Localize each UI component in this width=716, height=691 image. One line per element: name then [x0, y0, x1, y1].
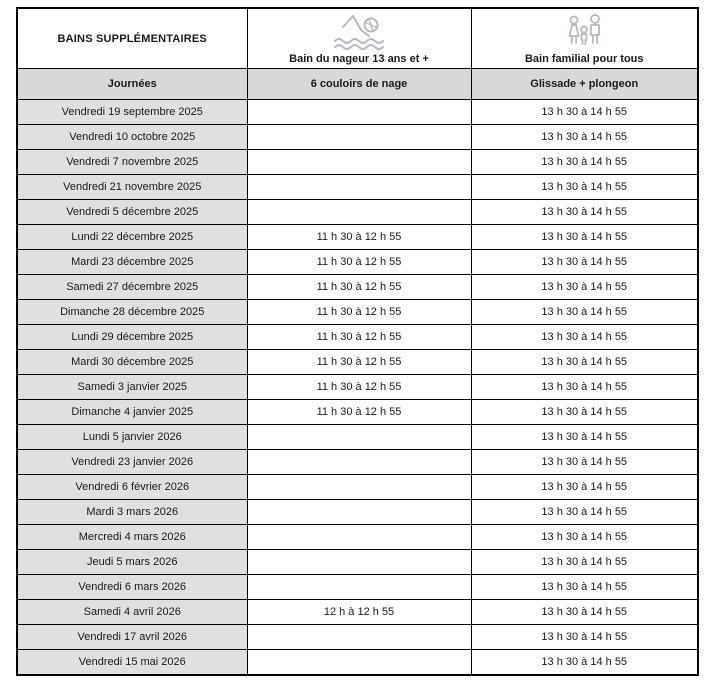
- row-swim-time: [247, 200, 471, 225]
- row-family-time: 13 h 30 à 14 h 55: [471, 625, 698, 650]
- row-swim-time: [247, 175, 471, 200]
- row-date: Samedi 27 décembre 2025: [17, 275, 247, 300]
- page-title: BAINS SUPPLÉMENTAIRES: [17, 8, 247, 69]
- table-row: [17, 475, 698, 500]
- row-swim-time: [247, 625, 471, 650]
- row-family-time: 13 h 30 à 14 h 55: [471, 475, 698, 500]
- row-swim-time: [247, 500, 471, 525]
- table-row: [17, 550, 698, 575]
- row-swim-time: 11 h 30 à 12 h 55: [247, 250, 471, 275]
- row-swim-time: [247, 525, 471, 550]
- table-row: [17, 300, 698, 325]
- table-row: [17, 375, 698, 400]
- row-family-time: 13 h 30 à 14 h 55: [471, 125, 698, 150]
- row-family-time: 13 h 30 à 14 h 55: [471, 500, 698, 525]
- family-column-label: Bain familial pour tous: [524, 53, 644, 65]
- row-family-time: 13 h 30 à 14 h 55: [471, 100, 698, 125]
- row-swim-time: [247, 650, 471, 676]
- row-date: Vendredi 21 novembre 2025: [17, 175, 247, 200]
- row-family-time: 13 h 30 à 14 h 55: [471, 650, 698, 676]
- table-row: [17, 350, 698, 375]
- row-swim-time: [247, 450, 471, 475]
- row-family-time: 13 h 30 à 14 h 55: [471, 250, 698, 275]
- row-swim-time: 11 h 30 à 12 h 55: [247, 300, 471, 325]
- column-header-row: [17, 69, 698, 100]
- family-icon: [564, 13, 604, 53]
- family-column-header: [471, 8, 698, 69]
- schedule-table: [16, 7, 699, 676]
- row-swim-time: [247, 150, 471, 175]
- row-family-time: 13 h 30 à 14 h 55: [471, 600, 698, 625]
- table-row: [17, 175, 698, 200]
- row-date: Vendredi 7 novembre 2025: [17, 150, 247, 175]
- table-row: [17, 450, 698, 475]
- row-family-time: 13 h 30 à 14 h 55: [471, 275, 698, 300]
- table-row: [17, 500, 698, 525]
- row-swim-time: [247, 425, 471, 450]
- table-row: [17, 250, 698, 275]
- table-row: [17, 225, 698, 250]
- row-family-time: 13 h 30 à 14 h 55: [471, 450, 698, 475]
- row-family-time: 13 h 30 à 14 h 55: [471, 175, 698, 200]
- row-swim-time: 11 h 30 à 12 h 55: [247, 275, 471, 300]
- row-date: Dimanche 28 décembre 2025: [17, 300, 247, 325]
- table-row: [17, 575, 698, 600]
- row-date: Vendredi 5 décembre 2025: [17, 200, 247, 225]
- row-swim-time: 11 h 30 à 12 h 55: [247, 375, 471, 400]
- swim-subheader: 6 couloirs de nage: [247, 69, 471, 100]
- icon-header-row: [17, 8, 698, 69]
- swimmer-icon: [331, 13, 387, 53]
- table-row: [17, 275, 698, 300]
- row-date: Lundi 22 décembre 2025: [17, 225, 247, 250]
- swim-column-label: Bain du nageur 13 ans et +: [289, 53, 429, 65]
- days-header: Journées: [17, 69, 247, 100]
- family-subheader: Glissade + plongeon: [471, 69, 698, 100]
- row-date: Samedi 3 janvier 2025: [17, 375, 247, 400]
- swim-column-header: [247, 8, 471, 69]
- row-date: Samedi 4 avril 2026: [17, 600, 247, 625]
- row-date: Mardi 30 décembre 2025: [17, 350, 247, 375]
- row-date: Vendredi 17 avril 2026: [17, 625, 247, 650]
- row-family-time: 13 h 30 à 14 h 55: [471, 350, 698, 375]
- row-date: Lundi 5 janvier 2026: [17, 425, 247, 450]
- row-date: Mardi 3 mars 2026: [17, 500, 247, 525]
- row-swim-time: 12 h à 12 h 55: [247, 600, 471, 625]
- row-date: Vendredi 15 mai 2026: [17, 650, 247, 676]
- row-date: Vendredi 6 mars 2026: [17, 575, 247, 600]
- table-row: [17, 650, 698, 676]
- row-date: Mercredi 4 mars 2026: [17, 525, 247, 550]
- table-row: [17, 600, 698, 625]
- table-row: [17, 625, 698, 650]
- row-date: Jeudi 5 mars 2026: [17, 550, 247, 575]
- row-swim-time: 11 h 30 à 12 h 55: [247, 400, 471, 425]
- row-family-time: 13 h 30 à 14 h 55: [471, 425, 698, 450]
- row-swim-time: 11 h 30 à 12 h 55: [247, 325, 471, 350]
- row-date: Vendredi 6 février 2026: [17, 475, 247, 500]
- row-family-time: 13 h 30 à 14 h 55: [471, 150, 698, 175]
- table-row: [17, 425, 698, 450]
- table-row: [17, 200, 698, 225]
- row-family-time: 13 h 30 à 14 h 55: [471, 575, 698, 600]
- table-row: [17, 125, 698, 150]
- schedule-body: [17, 100, 698, 676]
- table-row: [17, 325, 698, 350]
- row-swim-time: [247, 125, 471, 150]
- table-row: [17, 150, 698, 175]
- row-family-time: 13 h 30 à 14 h 55: [471, 200, 698, 225]
- row-swim-time: [247, 575, 471, 600]
- row-date: Dimanche 4 janvier 2025: [17, 400, 247, 425]
- table-row: [17, 400, 698, 425]
- row-family-time: 13 h 30 à 14 h 55: [471, 550, 698, 575]
- row-date: Lundi 29 décembre 2025: [17, 325, 247, 350]
- row-family-time: 13 h 30 à 14 h 55: [471, 300, 698, 325]
- table-row: [17, 525, 698, 550]
- row-date: Vendredi 10 octobre 2025: [17, 125, 247, 150]
- row-swim-time: 11 h 30 à 12 h 55: [247, 350, 471, 375]
- row-family-time: 13 h 30 à 14 h 55: [471, 325, 698, 350]
- row-swim-time: [247, 550, 471, 575]
- row-date: Vendredi 19 septembre 2025: [17, 100, 247, 125]
- row-swim-time: 11 h 30 à 12 h 55: [247, 225, 471, 250]
- row-family-time: 13 h 30 à 14 h 55: [471, 400, 698, 425]
- table-row: [17, 100, 698, 125]
- row-family-time: 13 h 30 à 14 h 55: [471, 525, 698, 550]
- row-swim-time: [247, 100, 471, 125]
- row-swim-time: [247, 475, 471, 500]
- row-family-time: 13 h 30 à 14 h 55: [471, 375, 698, 400]
- row-family-time: 13 h 30 à 14 h 55: [471, 225, 698, 250]
- row-date: Mardi 23 décembre 2025: [17, 250, 247, 275]
- row-date: Vendredi 23 janvier 2026: [17, 450, 247, 475]
